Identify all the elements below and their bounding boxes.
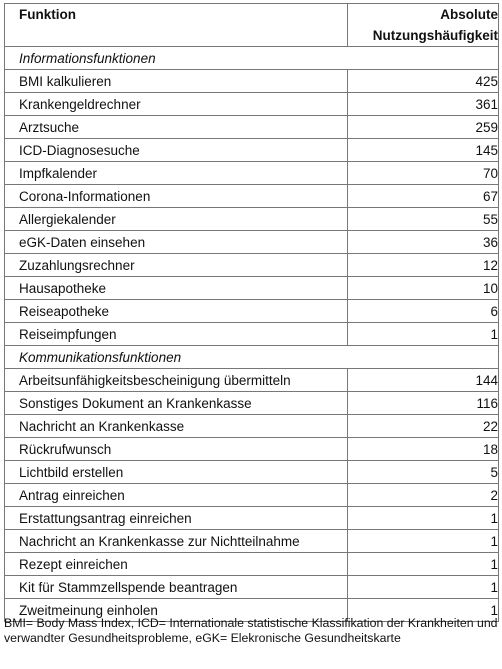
table-row [5, 116, 499, 139]
function-name: Sonstiges Dokument an Krankenkasse [5, 392, 348, 415]
table-row [5, 438, 499, 461]
usage-count: 36 [348, 231, 499, 254]
function-name: Impfkalender [5, 162, 348, 185]
function-name: Arbeitsunfähigkeitsbescheinigung übermitteln [5, 369, 348, 392]
function-name: Arztsuche [5, 116, 348, 139]
table-row [5, 70, 499, 93]
footnote: BMI= Body Mass Index, ICD= Internationale statistische Klassifikation der Krankheiten und verwandter Gesundheitsprobleme, eGK= Elekronische Gesundheitskarte [4, 616, 498, 645]
header-usage-line2: Nutzungshäufigkeit [372, 28, 498, 43]
function-name: eGK-Daten einsehen [5, 231, 348, 254]
function-name: Reiseapotheke [5, 300, 348, 323]
table-row [5, 461, 499, 484]
usage-count: 259 [348, 116, 499, 139]
function-name: BMI kalkulieren [5, 70, 348, 93]
usage-count: 361 [348, 93, 499, 116]
usage-count: 5 [348, 461, 499, 484]
usage-count: 425 [348, 70, 499, 93]
usage-count: 10 [348, 277, 499, 300]
usage-count: 1 [348, 530, 499, 553]
usage-count: 1 [348, 599, 499, 622]
table-row [5, 208, 499, 231]
usage-count: 1 [348, 507, 499, 530]
function-name: Corona-Informationen [5, 185, 348, 208]
section-row [5, 346, 499, 369]
function-name: Allergiekalender [5, 208, 348, 231]
usage-count: 1 [348, 576, 499, 599]
function-name: Zweitmeinung einholen [5, 599, 348, 622]
usage-count: 2 [348, 484, 499, 507]
table-row [5, 277, 499, 300]
section-title: Informationsfunktionen [5, 47, 499, 70]
table-row [5, 231, 499, 254]
usage-count: 18 [348, 438, 499, 461]
function-name: Krankengeldrechner [5, 93, 348, 116]
function-name: ICD-Diagnosesuche [5, 139, 348, 162]
function-name: Antrag einreichen [5, 484, 348, 507]
section-title: Kommunikationsfunktionen [5, 346, 499, 369]
function-name: Zuzahlungsrechner [5, 254, 348, 277]
function-name: Lichtbild erstellen [5, 461, 348, 484]
table-row [5, 392, 499, 415]
usage-count: 145 [348, 139, 499, 162]
table-row [5, 576, 499, 599]
usage-count: 1 [348, 323, 499, 346]
table-row [5, 553, 499, 576]
usage-table [4, 3, 499, 622]
function-name: Nachricht an Krankenkasse zur Nichtteilnahme [5, 530, 348, 553]
function-name: Hausapotheke [5, 277, 348, 300]
table-row [5, 139, 499, 162]
table-row [5, 530, 499, 553]
table-row [5, 323, 499, 346]
table-row [5, 484, 499, 507]
table-row [5, 300, 499, 323]
header-usage [348, 4, 499, 47]
table-row [5, 93, 499, 116]
table-header-row [5, 4, 499, 47]
usage-count: 22 [348, 415, 499, 438]
function-name: Nachricht an Krankenkasse [5, 415, 348, 438]
usage-count: 1 [348, 553, 499, 576]
usage-count: 116 [348, 392, 499, 415]
function-name: Kit für Stammzellspende beantragen [5, 576, 348, 599]
function-name: Reiseimpfungen [5, 323, 348, 346]
table-body [5, 47, 499, 622]
function-name: Erstattungsantrag einreichen [5, 507, 348, 530]
table-row [5, 369, 499, 392]
usage-count: 55 [348, 208, 499, 231]
usage-count: 12 [348, 254, 499, 277]
table-row [5, 162, 499, 185]
usage-count: 67 [348, 185, 499, 208]
usage-count: 144 [348, 369, 499, 392]
header-usage-line1: Absolute [440, 7, 498, 22]
section-row [5, 47, 499, 70]
table-row [5, 415, 499, 438]
table-row [5, 254, 499, 277]
header-function: Funktion [5, 4, 348, 47]
table-row [5, 185, 499, 208]
table-row [5, 507, 499, 530]
usage-count: 70 [348, 162, 499, 185]
function-name: Rezept einreichen [5, 553, 348, 576]
function-name: Rückrufwunsch [5, 438, 348, 461]
usage-count: 6 [348, 300, 499, 323]
